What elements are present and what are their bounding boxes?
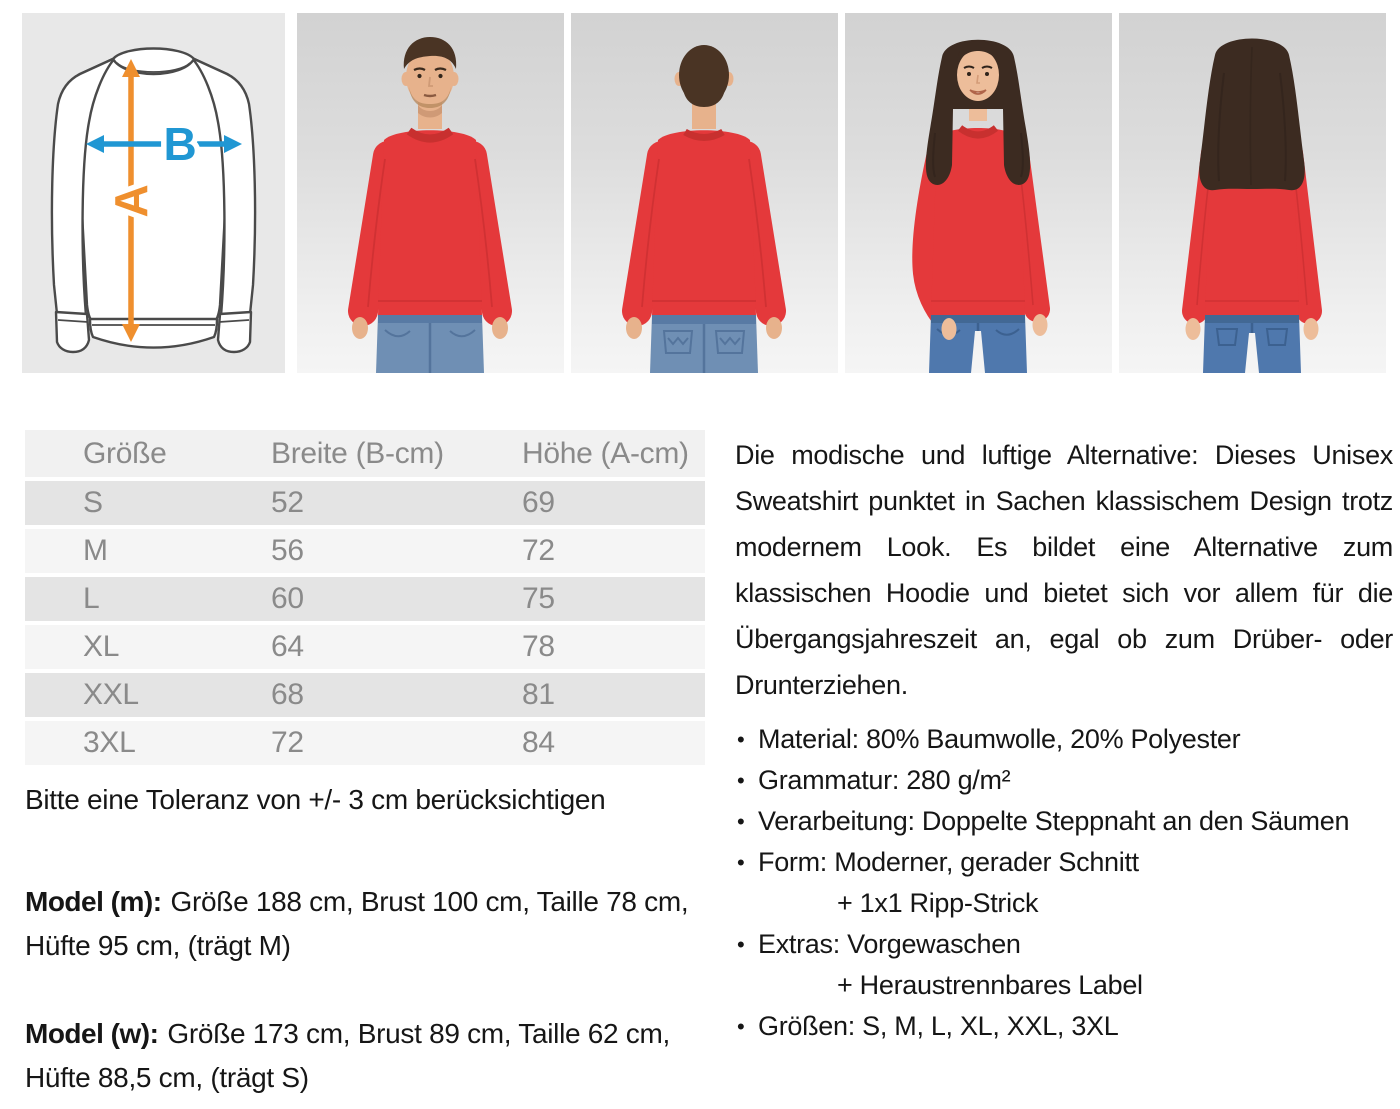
diagram-right-cuff — [218, 312, 251, 352]
size-cell: 56 — [271, 534, 304, 567]
model-female-line2: Hüfte 88,5 cm, (trägt S) — [25, 1062, 309, 1093]
size-cell: 69 — [522, 486, 555, 519]
diagram-left-cuff — [56, 312, 89, 352]
size-cell: 60 — [271, 582, 304, 615]
bullet-icon: • — [737, 768, 745, 793]
size-cell: XL — [83, 630, 120, 663]
man-back-illustration — [571, 13, 838, 373]
feature-list — [735, 719, 1395, 1047]
model-male-line2: Hüfte 95 cm, (trägt M) — [25, 930, 291, 961]
sweatshirt-measure-diagram — [22, 13, 285, 373]
feature-form — [735, 842, 1395, 924]
bullet-icon: • — [737, 809, 745, 834]
column-header-height: Höhe (A-cm) — [522, 437, 689, 470]
model-male-measurements — [25, 880, 725, 968]
width-label: B — [163, 118, 197, 170]
feature-text: Material: 80% Baumwolle, 20% Polyester — [758, 724, 1241, 754]
feature-grammatur — [735, 760, 1395, 801]
gallery-image-man-back[interactable] — [571, 13, 838, 373]
feature-extra: + 1x1 Ripp-Strick — [837, 888, 1039, 918]
tolerance-note: Bitte eine Toleranz von +/- 3 cm berücksichtigen — [25, 784, 606, 815]
gallery-image-man-front[interactable] — [297, 13, 564, 373]
size-cell: L — [83, 582, 100, 615]
size-cell: S — [83, 486, 103, 519]
size-cell: 3XL — [83, 726, 136, 759]
feature-groessen — [735, 1006, 1395, 1047]
gallery-image-woman-front[interactable] — [845, 13, 1112, 373]
size-cell: 75 — [522, 582, 555, 615]
model-female-measurements — [25, 1012, 725, 1100]
gallery-image-woman-back[interactable] — [1119, 13, 1386, 373]
size-row-s — [25, 481, 705, 525]
size-cell: 64 — [271, 630, 304, 663]
size-table — [25, 430, 705, 765]
size-row-3xl — [25, 721, 705, 765]
column-header-width: Breite (B-cm) — [271, 437, 444, 470]
bullet-icon: • — [737, 932, 745, 957]
feature-extras — [735, 924, 1395, 1006]
bullet-icon: • — [737, 727, 745, 752]
size-row-xxl — [25, 673, 705, 717]
model-female-label: Model (w): — [25, 1018, 159, 1049]
size-cell: 84 — [522, 726, 555, 759]
feature-text: Extras: Vorgewaschen — [758, 929, 1021, 959]
size-cell: 72 — [271, 726, 304, 759]
feature-text: Größen: S, M, L, XL, XXL, 3XL — [758, 1011, 1119, 1041]
height-label: A — [105, 184, 157, 218]
model-male-label: Model (m): — [25, 886, 162, 917]
size-cell: 52 — [271, 486, 304, 519]
feature-verarbeitung — [735, 801, 1395, 842]
bullet-icon: • — [737, 850, 745, 875]
size-row-xl — [25, 625, 705, 669]
feature-text: Form: Moderner, gerader Schnitt — [758, 847, 1139, 877]
product-description: Die modische und luftige Alternative: Dieses Unisex Sweatshirt punktet in Sachen klassischem Design trotz modernem Look. Es bildet eine Alternative zum klassischen Hoodie und bietet sich vor allem für die Übergangsjahreszeit an, egal ob zum Drüber- oder Drunterziehen. — [735, 440, 1393, 700]
size-cell: 68 — [271, 678, 304, 711]
man-front-illustration — [297, 13, 564, 373]
size-cell: M — [83, 534, 108, 567]
size-cell: XXL — [83, 678, 139, 711]
model-male-line1: Größe 188 cm, Brust 100 cm, Taille 78 cm, — [170, 886, 689, 917]
feature-text: Verarbeitung: Doppelte Steppnaht an den Säumen — [758, 806, 1350, 836]
size-table-header — [25, 430, 705, 477]
bullet-icon: • — [737, 1014, 745, 1039]
feature-extra: + Heraustrennbares Label — [837, 970, 1143, 1000]
size-row-l — [25, 577, 705, 621]
size-cell: 72 — [522, 534, 555, 567]
woman-back-illustration — [1119, 13, 1386, 373]
gallery-image-size-chart[interactable] — [22, 13, 285, 373]
column-header-size: Größe — [83, 437, 167, 470]
size-cell: 81 — [522, 678, 555, 711]
feature-material — [735, 719, 1395, 760]
size-row-m — [25, 529, 705, 573]
woman-front-illustration — [845, 13, 1112, 373]
size-cell: 78 — [522, 630, 555, 663]
feature-text: Grammatur: 280 g/m² — [758, 765, 1011, 795]
model-female-line1: Größe 173 cm, Brust 89 cm, Taille 62 cm, — [167, 1018, 670, 1049]
diagram-hem — [90, 319, 217, 348]
